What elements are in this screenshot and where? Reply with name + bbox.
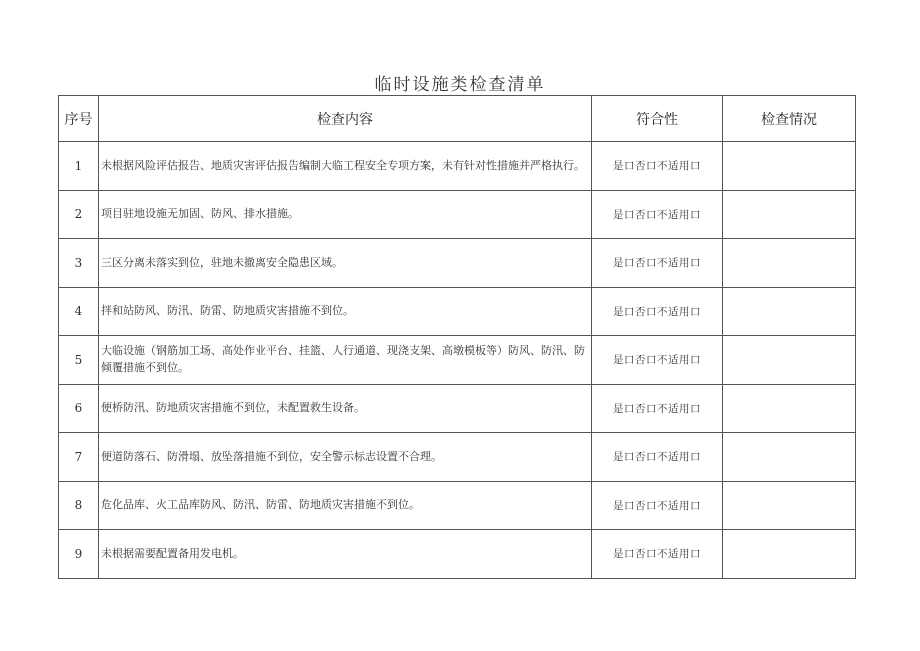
row-compliance-options[interactable]: 是口否口不适用口: [592, 530, 723, 579]
row-situation[interactable]: [723, 190, 856, 239]
row-content: 便道防落石、防滑塌、放坠落措施不到位，安全警示标志设置不合理。: [99, 433, 592, 482]
header-compliance: 符合性: [592, 96, 723, 142]
table-row: [59, 239, 856, 288]
row-situation[interactable]: [723, 481, 856, 530]
row-seq: 4: [59, 287, 99, 336]
table-row: [59, 336, 856, 385]
row-compliance-options[interactable]: 是口否口不适用口: [592, 287, 723, 336]
table-row: [59, 190, 856, 239]
row-situation[interactable]: [723, 530, 856, 579]
table-row: [59, 384, 856, 433]
row-compliance-options[interactable]: 是口否口不适用口: [592, 481, 723, 530]
row-content: 三区分离未落实到位，驻地未撤离安全隐患区域。: [99, 239, 592, 288]
row-compliance-options[interactable]: 是口否口不适用口: [592, 239, 723, 288]
row-compliance-options[interactable]: 是口否口不适用口: [592, 384, 723, 433]
header-row: [59, 96, 856, 142]
row-content: 未根据风险评估报告、地质灾害评估报告编制大临工程安全专项方案，未有针对性措施并严格执行。: [99, 142, 592, 191]
row-seq: 5: [59, 336, 99, 385]
row-seq: 7: [59, 433, 99, 482]
row-situation[interactable]: [723, 239, 856, 288]
row-seq: 3: [59, 239, 99, 288]
table-row: [59, 142, 856, 191]
row-content: 大临设施（钢筋加工场、高处作业平台、挂篮、人行通道、现浇支架、高墩模板等）防风、防汛、防倾覆措施不到位。: [99, 336, 592, 385]
row-content: 项目驻地设施无加固、防风、排水措施。: [99, 190, 592, 239]
row-compliance-options[interactable]: 是口否口不适用口: [592, 336, 723, 385]
row-situation[interactable]: [723, 384, 856, 433]
row-seq: 1: [59, 142, 99, 191]
table-row: [59, 481, 856, 530]
row-compliance-options[interactable]: 是口否口不适用口: [592, 142, 723, 191]
row-situation[interactable]: [723, 287, 856, 336]
table-row: [59, 433, 856, 482]
row-seq: 6: [59, 384, 99, 433]
row-compliance-options[interactable]: 是口否口不适用口: [592, 190, 723, 239]
page-title: 临时设施类检查清单: [374, 75, 546, 95]
row-content: 便桥防汛、防地质灾害措施不到位，未配置救生设备。: [99, 384, 592, 433]
header-content: 检查内容: [99, 96, 592, 142]
row-situation[interactable]: [723, 336, 856, 385]
table-row: [59, 530, 856, 579]
row-compliance-options[interactable]: 是口否口不适用口: [592, 433, 723, 482]
row-situation[interactable]: [723, 142, 856, 191]
checklist-table: [58, 95, 856, 579]
row-seq: 9: [59, 530, 99, 579]
row-content: 未根据需要配置备用发电机。: [99, 530, 592, 579]
row-content: 拌和站防风、防汛、防雷、防地质灾害措施不到位。: [99, 287, 592, 336]
row-seq: 8: [59, 481, 99, 530]
table-row: [59, 287, 856, 336]
row-seq: 2: [59, 190, 99, 239]
row-situation[interactable]: [723, 433, 856, 482]
row-content: 危化品库、火工品库防风、防汛、防雷、防地质灾害措施不到位。: [99, 481, 592, 530]
header-seq: 序号: [59, 96, 99, 142]
header-situation: 检查情况: [723, 96, 856, 142]
